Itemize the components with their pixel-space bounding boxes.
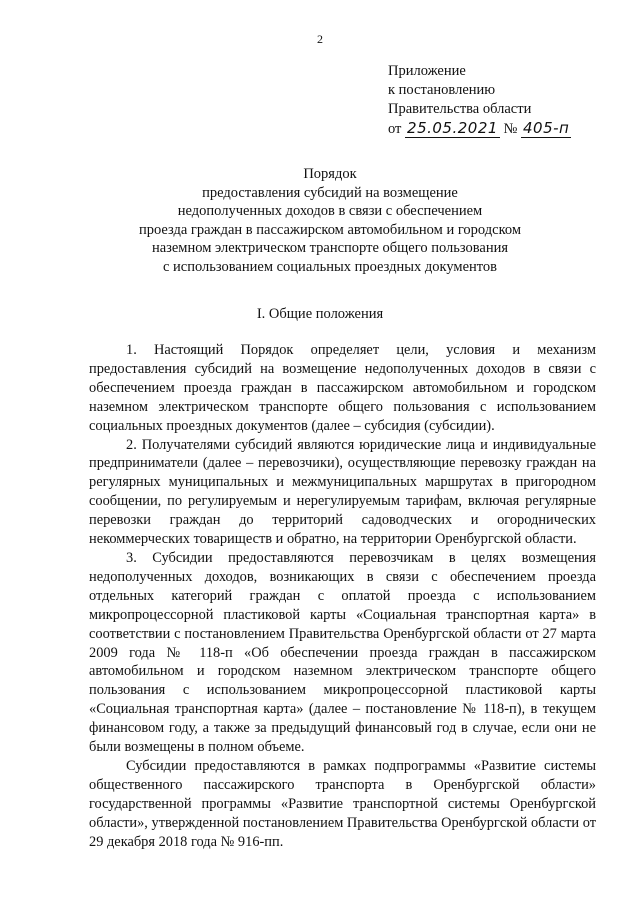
paragraph-2: 2. Получателями субсидий являются юридические лица и индивидуальные предприниматели (далее – перевозчики), осуществляющие перевозку граждан на регулярных муниципальных и межмуниципальных маршрутах в пригородном сообщении, по регулируемым и нерегулируемым тарифам, включая регулярные перевозки граждан до территорий садоводческих и огороднических некоммерческих товариществ и обратно, на территории Оренбургской области. bbox=[89, 436, 596, 548]
appendix-date-line bbox=[388, 119, 571, 139]
appendix-line-2: к постановлению bbox=[388, 82, 496, 98]
title-line-4: проезда граждан в пассажирском автомобильном и городском bbox=[138, 221, 522, 238]
handwritten-date: 25.05.2021 bbox=[407, 119, 498, 137]
paragraph-3: 3. Субсидии предоставляются перевозчикам в целях возмещения недополученных доходов, возникающих в связи с обеспечением проезда отдельных категорий граждан с оплатой проезда с использованием микропроцессорной пластиковой карты «Социальная транспортная карта» в соответствии с постановлением Правительства Оренбургской области от 27 марта 2009 года № 118-п «Об обеспечении проезда граждан в пассажирском автомобильном и городском наземном электрическом транспорте общего пользования с использованием микропроцессорной пластиковой карты «Социальная транспортная карта» (далее – постановление № 118-п), в текущем финансовом году, а также за предыдущий финансовый год в случае, если они не были возмещены в полном объеме. bbox=[89, 549, 596, 756]
title-line-2: предоставления субсидий на возмещение bbox=[202, 184, 458, 201]
page-number: 2 bbox=[317, 32, 323, 46]
paragraph-1: 1. Настоящий Порядок определяет цели, условия и механизм предоставления субсидий на возмещение недополученных доходов в связи с обеспечением проезда граждан в пассажирском автомобильном и городском наземном электрическом транспорте общего пользования с использованием социальных проездных документов (далее – субсидия (субсидии). bbox=[89, 342, 596, 434]
paragraph-4: Субсидии предоставляются в рамках подпрограммы «Развитие системы общественного пассажирского транспорта в Оренбургской области» государственной программы «Развитие транспортной системы Оренбургской области», утвержденной постановлением Правительства Оренбургской области от 29 декабря 2018 года № 916-пп. bbox=[89, 757, 596, 850]
date-prefix: от bbox=[388, 121, 402, 137]
title-line-3: недополученных доходов в связи с обеспечением bbox=[177, 203, 483, 219]
document-body bbox=[89, 341, 596, 851]
appendix-line-1: Приложение bbox=[388, 63, 466, 79]
handwritten-number: 405-п bbox=[523, 119, 570, 137]
title-line-6: с использованием социальных проездных документов bbox=[162, 258, 498, 275]
appendix-block bbox=[388, 62, 571, 139]
appendix-line-3: Правительства области bbox=[388, 101, 532, 117]
document-title bbox=[60, 165, 600, 276]
number-prefix: № bbox=[503, 121, 518, 137]
section-heading: I. Общие положения bbox=[256, 306, 384, 322]
title-line-1: Порядок bbox=[303, 166, 357, 182]
title-line-5: наземном электрическом транспорте общего пользования bbox=[151, 240, 509, 256]
